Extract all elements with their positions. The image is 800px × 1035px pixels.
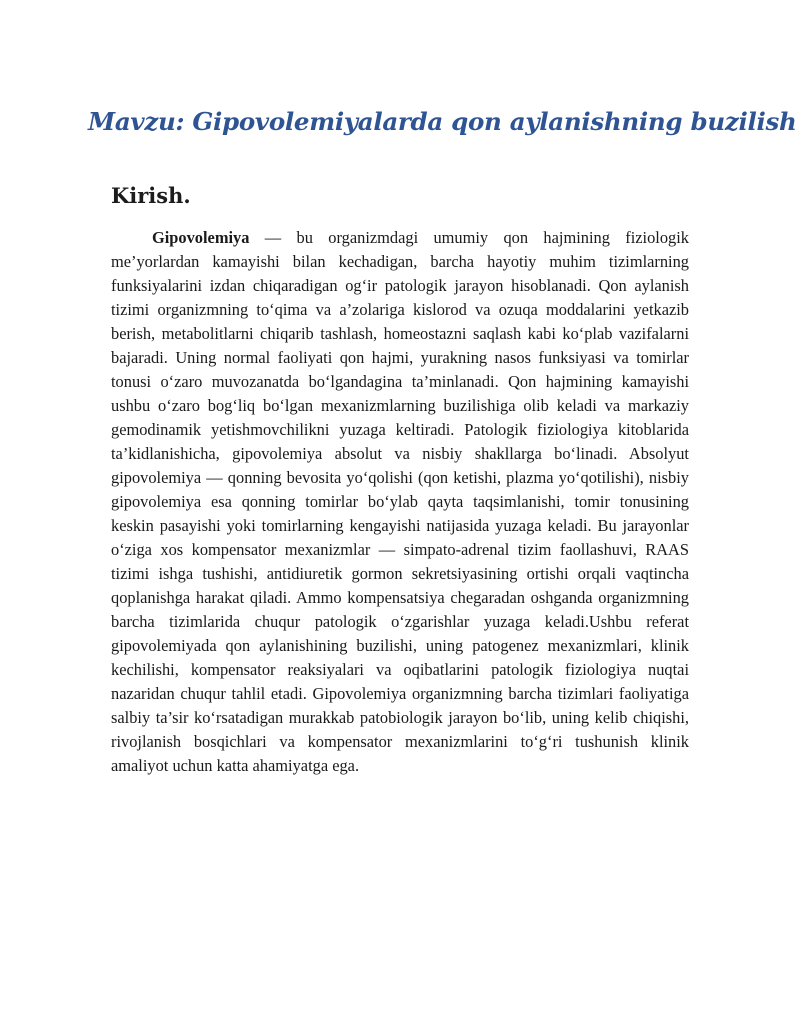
section-heading: Kirish.: [111, 183, 191, 208]
paragraph-text: — bu organizmdagi umumiy qon hajmining fiziologik me’yorlardan kamayishi bilan kechadigan, barcha hayotiy muhim tizimlarning funksiyalarini izdan chiqaradigan og‘ir patologik jarayon hisoblanadi. Qon aylanish tizimi organizmning to‘qima va a’zolariga kislorod va ozuqa moddalarini yetkazib berish, metabolitlarni chiqarib tashlash, homeostazni saqlash kabi ko‘plab vazifalarni bajaradi. Uning normal faoliyati qon hajmi, yurakning nasos funksiyasi va tomirlar tonusi o‘zaro muvozanatda bo‘lgandagina ta’minlanadi. Qon hajmining kamayishi ushbu o‘zaro bog‘liq bo‘lgan mexanizmlarning buzilishiga olib keladi va markaziy gemodinamik yetishmovchilikni yuzaga keltiradi. Patologik fiziologiya kitoblarida ta’kidlanishicha, gipovolemiya absolut va nisbiy shakllarga bo‘linadi. Absolyut gipovolemiya — qonning bevosita yo‘qolishi (qon ketishi, plazma yo‘qotilishi), nisbiy gipovolemiya esa qonning tomirlar bo‘ylab qayta taqsimlanishi, tomir tonusining keskin pasayishi yoki tomirlarning kengayishi natijasida yuzaga keladi. Bu jarayonlar o‘ziga xos kompensator mexanizmlar — simpato-adrenal tizim faollashuvi, RAAS tizimi ishga tushishi, antidiuretik gormon sekretsiyasining ortishi orqali vaqtincha qoplanishga harakat qiladi. Ammo kompensatsiya chegaradan oshganda organizmning barcha tizimlarida chuqur patologik o‘zgarishlar yuzaga keladi.Ushbu referat gipovolemiyada qon aylanishining buzilishi, uning patogenez mexanizmlari, klinik kechilishi, kompensator reaksiyalari va oqibatlarini patologik fiziologiya nuqtai nazaridan chuqur tahlil etadi. Gipovolemiya organizmning barcha tizimlari faoliyatiga salbiy ta’sir ko‘rsatadigan murakkab patobiologik jarayon bo‘lib, uning kelib chiqishi, rivojlanish bosqichlari va kompensator mexanizmlarini to‘g‘ri tushunish klinik amaliyot uchun katta ahamiyatga ega.: [111, 228, 689, 775]
body-paragraph: [111, 226, 689, 778]
lead-term: Gipovolemiya: [152, 228, 250, 247]
document-title: Mavzu: Gipovolemiyalarda qon aylanishning buzilish: [88, 107, 797, 136]
